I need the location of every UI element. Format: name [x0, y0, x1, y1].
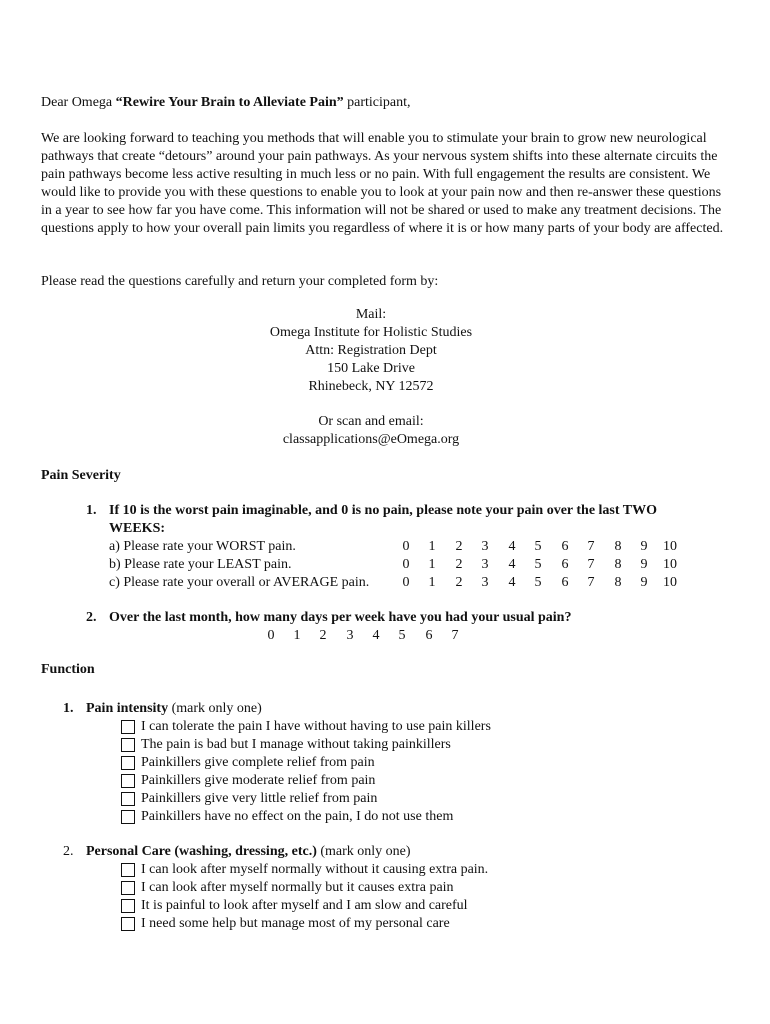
days-value[interactable]: 3 — [346, 628, 354, 643]
rating-value[interactable]: 6 — [561, 575, 569, 590]
mail-line: 150 Lake Drive — [327, 361, 415, 376]
rating-value[interactable]: 0 — [402, 557, 410, 572]
option-checkbox[interactable] — [121, 917, 135, 931]
option-label: I can tolerate the pain I have without having to use pain killers — [141, 719, 491, 734]
mail-heading: Mail: — [355, 307, 387, 322]
rating-value[interactable]: 8 — [614, 557, 622, 572]
question-number: 2. — [63, 844, 74, 859]
rating-value[interactable]: 3 — [481, 557, 489, 572]
rating-value[interactable]: 2 — [455, 539, 463, 554]
rating-item-least: b) Please rate your LEAST pain. — [109, 557, 292, 572]
rating-value[interactable]: 4 — [508, 557, 516, 572]
rating-value[interactable]: 4 — [508, 575, 516, 590]
rating-value[interactable]: 1 — [428, 575, 436, 590]
option-label: I need some help but manage most of my personal care — [141, 915, 450, 931]
rating-value[interactable]: 7 — [587, 557, 595, 572]
option-checkbox[interactable] — [121, 738, 135, 752]
rating-value[interactable]: 3 — [481, 575, 489, 590]
days-value[interactable]: 1 — [293, 628, 301, 643]
days-value[interactable]: 0 — [267, 628, 275, 643]
intro-paragraph: We are looking forward to teaching you methods that will enable you to stimulate your brain to grow new neurological pathways that create “detours” around your pain pathways. As your nervous system shifts into these alternate circuits the pain pathways become less active resulting in much less or no pain. With full engagement the results are consistent. We would like to provide you with these questions to enable you to look at your pain now and then re-answer these questions in a year to see how far you have come. This information will not be shared or used to make any treatment decisions. The questions apply to how your overall pain limits you regardless of where it is or how many parts of your body are affected. — [41, 131, 724, 236]
rating-value[interactable]: 10 — [663, 539, 677, 554]
question-number: 1. — [63, 701, 74, 716]
return-instruction: Please read the questions carefully and return your completed form by: — [41, 274, 439, 289]
option-label: Painkillers have no effect on the pain, I do not use them — [141, 808, 454, 824]
rating-value[interactable]: 5 — [534, 557, 542, 572]
rating-value[interactable]: 4 — [508, 539, 516, 554]
rating-value[interactable]: 0 — [402, 575, 410, 590]
rating-value[interactable]: 7 — [587, 575, 595, 590]
option-label: Painkillers give complete relief from pain — [141, 754, 375, 770]
days-value[interactable]: 5 — [398, 628, 406, 643]
section-title-pain-severity: Pain Severity — [41, 468, 121, 483]
option-checkbox[interactable] — [121, 863, 135, 877]
days-value[interactable]: 7 — [451, 628, 459, 643]
rating-value[interactable]: 1 — [428, 557, 436, 572]
option-checkbox[interactable] — [121, 756, 135, 770]
option-checkbox[interactable] — [121, 810, 135, 824]
option-label: It is painful to look after myself and I am slow and careful — [141, 897, 468, 913]
days-value[interactable]: 2 — [319, 628, 327, 643]
greeting — [41, 94, 411, 112]
rating-value[interactable]: 10 — [663, 575, 677, 590]
option-checkbox[interactable] — [121, 881, 135, 895]
rating-value[interactable]: 5 — [534, 539, 542, 554]
severity-question-2: Over the last month, how many days per week have you had your usual pain? — [109, 610, 572, 625]
days-value[interactable]: 4 — [372, 628, 380, 643]
function-question-1: Pain intensity (mark only one) — [86, 701, 262, 716]
mail-line: Omega Institute for Holistic Studies — [269, 325, 473, 340]
question-number: 1. — [86, 503, 97, 518]
email-heading: Or scan and email: — [318, 414, 424, 429]
option-label: Painkillers give very little relief from pain — [141, 790, 378, 806]
option-checkbox[interactable] — [121, 792, 135, 806]
question-number: 2. — [86, 610, 97, 625]
program-name: “Rewire Your Brain to Alleviate Pain” — [115, 95, 344, 110]
option-checkbox[interactable] — [121, 774, 135, 788]
option-checkbox[interactable] — [121, 720, 135, 734]
greeting-prefix: Dear Omega — [41, 95, 116, 110]
option-checkbox[interactable] — [121, 899, 135, 913]
function-question-2: Personal Care (washing, dressing, etc.) (mark only one) — [86, 844, 411, 859]
rating-value[interactable]: 8 — [614, 575, 622, 590]
email-address[interactable]: classapplications@eOmega.org — [282, 432, 460, 447]
greeting-suffix: participant, — [343, 95, 411, 110]
rating-value[interactable]: 2 — [455, 575, 463, 590]
mail-line: Rhinebeck, NY 12572 — [308, 379, 434, 394]
rating-value[interactable]: 9 — [640, 539, 648, 554]
rating-value[interactable]: 9 — [640, 557, 648, 572]
option-label: I can look after myself normally but it causes extra pain — [141, 879, 454, 895]
rating-value[interactable]: 0 — [402, 539, 410, 554]
option-label: Painkillers give moderate relief from pain — [141, 772, 376, 788]
rating-item-average: c) Please rate your overall or AVERAGE pain. — [109, 575, 370, 590]
rating-value[interactable]: 6 — [561, 539, 569, 554]
rating-value[interactable]: 1 — [428, 539, 436, 554]
rating-value[interactable]: 6 — [561, 557, 569, 572]
severity-question-1-cont: WEEKS: — [109, 521, 166, 536]
rating-value[interactable]: 5 — [534, 575, 542, 590]
section-title-function: Function — [41, 662, 95, 677]
rating-value[interactable]: 9 — [640, 575, 648, 590]
option-label: The pain is bad but I manage without taking painkillers — [141, 736, 451, 752]
rating-value[interactable]: 7 — [587, 539, 595, 554]
rating-value[interactable]: 2 — [455, 557, 463, 572]
days-value[interactable]: 6 — [425, 628, 433, 643]
rating-value[interactable]: 10 — [663, 557, 677, 572]
rating-value[interactable]: 8 — [614, 539, 622, 554]
severity-question-1: If 10 is the worst pain imaginable, and 0 is no pain, please note your pain over the last TWO — [109, 503, 658, 518]
rating-value[interactable]: 3 — [481, 539, 489, 554]
mail-line: Attn: Registration Dept — [305, 343, 437, 358]
option-label: I can look after myself normally without it causing extra pain. — [141, 862, 489, 877]
rating-item-worst: a) Please rate your WORST pain. — [109, 539, 296, 554]
